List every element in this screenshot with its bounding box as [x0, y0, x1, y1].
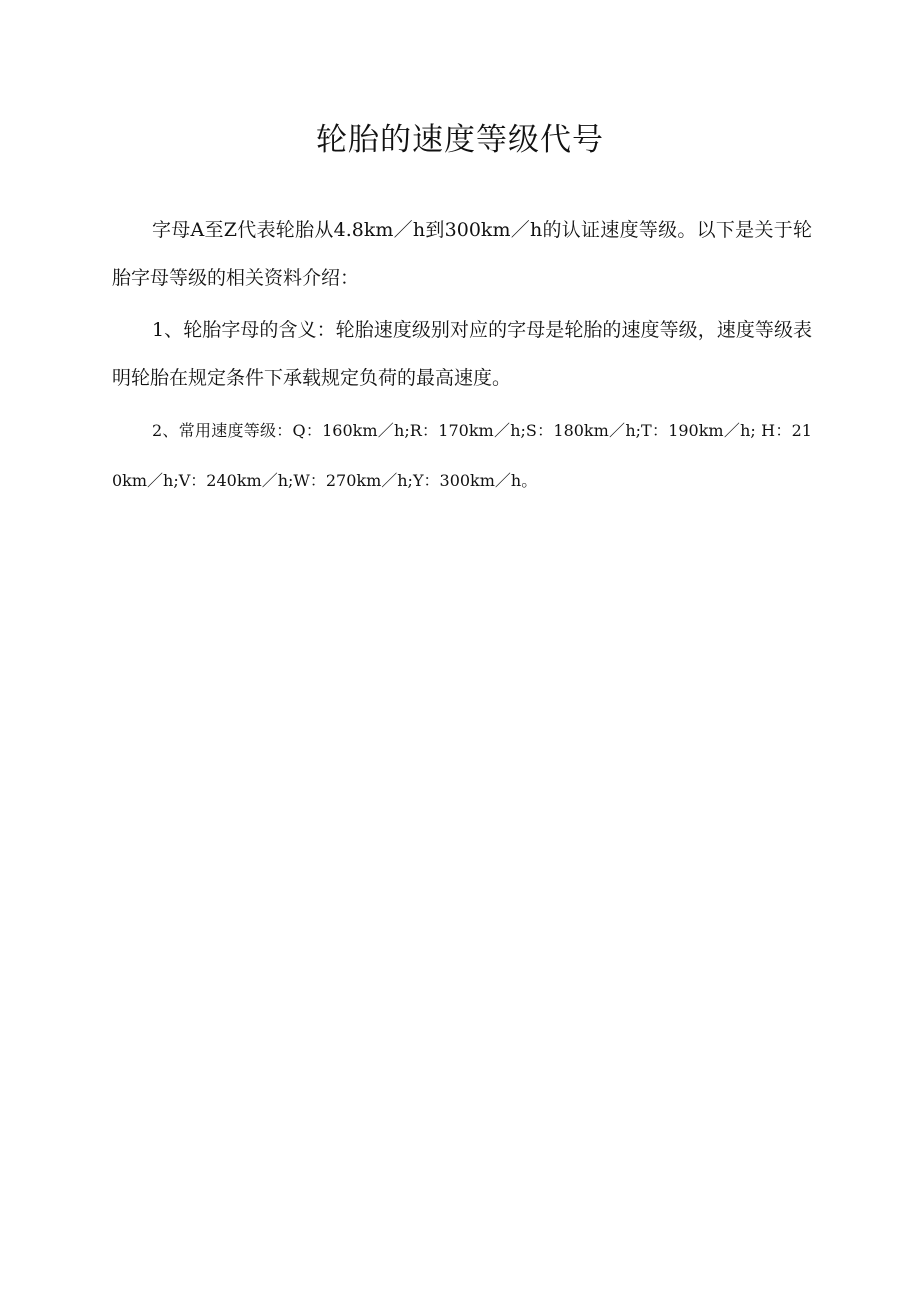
document-body	[112, 206, 812, 510]
intro-paragraph: 字母A至Z代表轮胎从4.8km／h到300km／h的认证速度等级。以下是关于轮胎字母等级的相关资料介绍：	[112, 219, 812, 289]
meaning-paragraph: 1、轮胎字母的含义：轮胎速度级别对应的字母是轮胎的速度等级，速度等级表明轮胎在规定条件下承载规定负荷的最高速度。	[112, 319, 812, 389]
speed-ratings-paragraph: 2、常用速度等级：Q：160km／h;R：170km／h;S：180km／h;T：190km／h; H：210km／h;V：240km／h;W：270km／h;Y：300km／h。	[112, 421, 812, 490]
document-title: 轮胎的速度等级代号	[316, 122, 604, 158]
